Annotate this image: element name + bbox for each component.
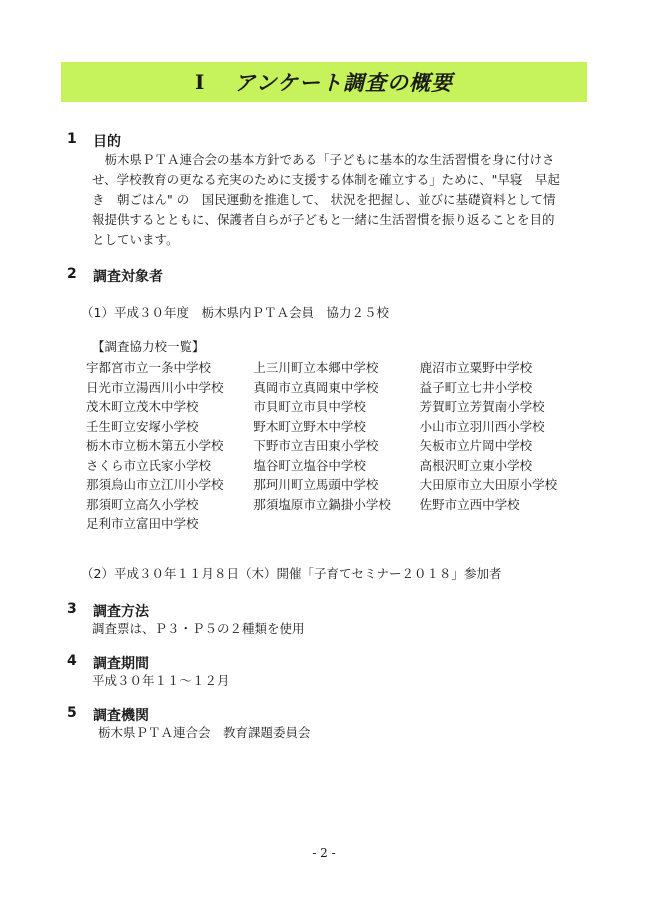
purpose-paragraph [92, 150, 592, 250]
section-title: 調査方法 [93, 604, 149, 620]
school-name: 大田原市立大田原小学校 [419, 477, 558, 492]
school-name: 那須塩原市立鍋掛小学校 [253, 496, 391, 512]
section-3-heading [67, 601, 149, 621]
title-banner [61, 62, 587, 102]
school-row [86, 475, 586, 495]
school-name [253, 514, 419, 534]
section-number: 1 [67, 131, 77, 147]
school-name: 日光市立湯西川小中学校 [86, 379, 224, 395]
school-name [420, 514, 586, 534]
section-number: 3 [67, 601, 77, 617]
section-title: 調査対象者 [93, 269, 163, 285]
paragraph-line: としています。 [92, 232, 179, 247]
target-item-2: （2）平成３０年１１月８日（木）開催「子育てセミナー２０１８」参加者 [81, 566, 502, 581]
school-row [86, 495, 586, 515]
page-number: - 2 - [312, 846, 336, 860]
school-name: 野木町立野木中学校 [253, 418, 366, 434]
school-name: 那須烏山市立江川小学校 [86, 477, 224, 492]
school-name: 栃木市立栃木第五小学校 [86, 438, 224, 453]
school-name: 足利市立富田中学校 [86, 516, 199, 531]
school-name: 高根沢町立東小学校 [419, 457, 533, 473]
school-name: 益子町立七井小学校 [419, 379, 533, 395]
section-title: 調査期間 [93, 656, 149, 672]
school-name: 茂木町立茂木中学校 [86, 399, 199, 414]
paragraph-line: せ、学校教育の更なる充実のために支援する体制を確立する」ために、"早寝 早起 [92, 172, 560, 187]
section-4-heading [67, 653, 149, 673]
school-list-title: 【調査協力校一覧】 [92, 339, 205, 354]
school-name: 上三川町立本郷中学校 [253, 360, 379, 375]
school-name: 矢板市立片岡中学校 [419, 438, 533, 453]
section-title: 目的 [93, 134, 121, 150]
school-row [86, 456, 586, 476]
section-number: 4 [67, 653, 77, 669]
school-name: 佐野市立西中学校 [419, 496, 520, 512]
section-1-heading [67, 131, 121, 151]
school-row [86, 514, 586, 534]
school-name: 塩谷町立塩谷中学校 [253, 457, 366, 473]
page-title: アンケート調査の概要 [234, 71, 454, 95]
section-number: 5 [67, 705, 77, 721]
section-number: 2 [67, 266, 77, 282]
organization-text: 栃木県ＰＴＡ連合会 教育課題委員会 [98, 725, 311, 740]
school-name: さくら市立氏家小学校 [86, 457, 212, 473]
school-list [86, 358, 586, 534]
school-name: 壬生町立安塚小学校 [86, 418, 199, 434]
school-row [86, 417, 586, 437]
paragraph-line: 栃木県ＰＴＡ連合会の基本方針である「子どもに基本的な生活習慣を身に付けさ [92, 152, 555, 167]
school-row [86, 436, 586, 456]
target-item-1: （1）平成３０年度 栃木県内ＰＴＡ会員 協力２５校 [81, 305, 389, 320]
section-title: 調査機関 [93, 708, 149, 724]
school-name: 鹿沼市立粟野中学校 [419, 360, 533, 375]
school-name: 那珂川町立馬頭中学校 [253, 477, 379, 492]
school-name: 真岡市立真岡東中学校 [253, 379, 379, 395]
paragraph-line: 報提供するとともに、保護者自らが子どもと一緒に生活習慣を振り返ることを目的 [92, 212, 555, 227]
school-name: 宇都宮市立一条中学校 [86, 360, 212, 375]
paragraph-line: き 朝ごはん" の 国民運動を推進して、 状況を把握し、並びに基礎資料として情 [92, 192, 556, 207]
school-row [86, 358, 586, 378]
school-name: 下野市立吉田東小学校 [253, 438, 379, 453]
school-name: 小山市立羽川西小学校 [419, 418, 545, 434]
section-2-heading [67, 266, 163, 286]
title-number: Ⅰ [194, 70, 205, 94]
school-name: 芳賀町立芳賀南小学校 [419, 399, 545, 414]
school-row [86, 397, 586, 417]
school-name: 那須町立高久小学校 [86, 496, 199, 512]
method-text: 調査票は、Ｐ３・Ｐ５の２種類を使用 [92, 621, 305, 636]
school-name: 市貝町立市貝中学校 [253, 399, 366, 414]
section-5-heading [67, 705, 149, 725]
school-row [86, 378, 586, 398]
period-text: 平成３０年１１～１２月 [92, 673, 230, 688]
